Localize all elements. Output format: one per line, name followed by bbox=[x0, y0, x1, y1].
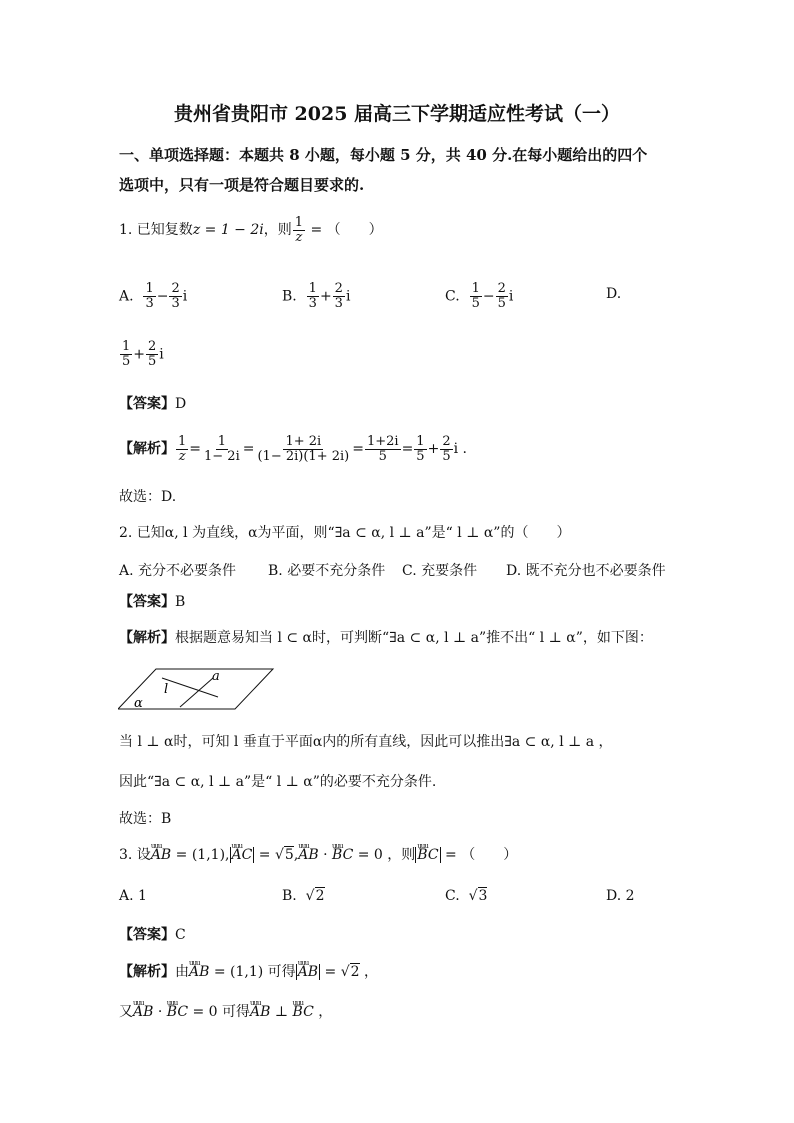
q2-option-b: B. 必要不充分条件 bbox=[268, 563, 386, 579]
section-heading-line2: 选项中，只有一项是符合题目要求的. bbox=[119, 176, 365, 194]
q3-stem: 3. 设uuu AB = (1,1),uuu AC = √5,uuu AB · uuu BC = 0 ，则uuu BC = （ ） bbox=[119, 845, 517, 865]
label-a: a bbox=[212, 669, 220, 684]
q2-option-d: D. 既不充分也不必要条件 bbox=[506, 563, 666, 579]
section-heading-line1: 一、单项选择题：本题共 8 小题，每小题 5 分，共 40 分.在每小题给出的四个 bbox=[119, 146, 648, 164]
line-a bbox=[180, 678, 213, 707]
q1-option-c: C. $\frac{1}{5}$ − $\frac{2}{5}$ i bbox=[445, 281, 514, 311]
q3-analysis-line1: 【解析】由uuu AB = (1,1) 可得uuu AB = √2 ， bbox=[119, 962, 378, 982]
q1-conclusion: 故选：D. bbox=[119, 489, 177, 505]
q1-option-b: B. $\frac{1}{3}$ + $\frac{2}{3}$ i bbox=[282, 281, 351, 311]
q3-option-b: B. √2 bbox=[282, 888, 325, 904]
q1-answer: 【答案】D bbox=[119, 396, 187, 412]
q3-option-d: D. 2 bbox=[606, 888, 635, 904]
q3-option-c: C. √3 bbox=[445, 888, 488, 904]
q1-analysis: 【解析】 $\frac{1}{z}$ = $\frac{1}{1- 2i}$ = $\frac{1+ 2i}{(1- 2i)(1+ 2i)}$ = $\frac{1+2i}{5}$ = $\frac{1}{5}$ + $\frac{2}{5}$ i . bbox=[119, 433, 467, 464]
q1-option-d-label: D. bbox=[606, 286, 622, 302]
q2-analysis: 【解析】根据题意易知当 l ⊂ α时，可判断“∃a ⊂ α, l ⊥ a”推不出“ l ⊥ α”，如下图： bbox=[119, 630, 653, 646]
q3-analysis-line2: 又uuu AB · uuu BC = 0 可得uuu AB ⊥ uuu BC ， bbox=[119, 1002, 332, 1022]
q2-option-c: C. 充要条件 bbox=[402, 563, 478, 579]
q1-stem: 1. 已知复数z = 1 − 2i，则 $\frac{1}{z}$ = （ ） bbox=[119, 214, 383, 245]
q3-answer: 【答案】C bbox=[119, 927, 186, 943]
plane-diagram bbox=[118, 664, 278, 714]
q2-analysis-line3: 因此“∃a ⊂ α, l ⊥ a”是“ l ⊥ α”的必要不充分条件. bbox=[119, 774, 437, 790]
q1-option-d: $\frac{1}{5}$ + $\frac{2}{5}$ i bbox=[122, 339, 164, 369]
q2-analysis-line2: 当 l ⊥ α时，可知 l 垂直于平面α内的所有直线，因此可以推出∃a ⊂ α, l ⊥ a ， bbox=[119, 734, 613, 750]
q1-option-a: A. $\frac{1}{3}$ − $\frac{2}{3}$ i bbox=[119, 281, 188, 311]
page-title: 贵州省贵阳市 2025 届高三下学期适应性考试（一） bbox=[173, 103, 621, 125]
label-alpha: α bbox=[134, 696, 143, 711]
q2-answer: 【答案】B bbox=[119, 594, 186, 610]
q3-option-a: A. 1 bbox=[119, 888, 147, 904]
label-l: l bbox=[164, 682, 169, 697]
q2-option-a: A. 充分不必要条件 bbox=[119, 563, 237, 579]
q2-conclusion: 故选：B bbox=[119, 811, 172, 827]
q1-stem-fraction: $\frac{1}{z}$ bbox=[294, 214, 304, 245]
q2-stem: 2. 已知α, l 为直线，α为平面，则“∃a ⊂ α, l ⊥ a”是“ l ⊥ α”的（ ） bbox=[119, 525, 571, 541]
